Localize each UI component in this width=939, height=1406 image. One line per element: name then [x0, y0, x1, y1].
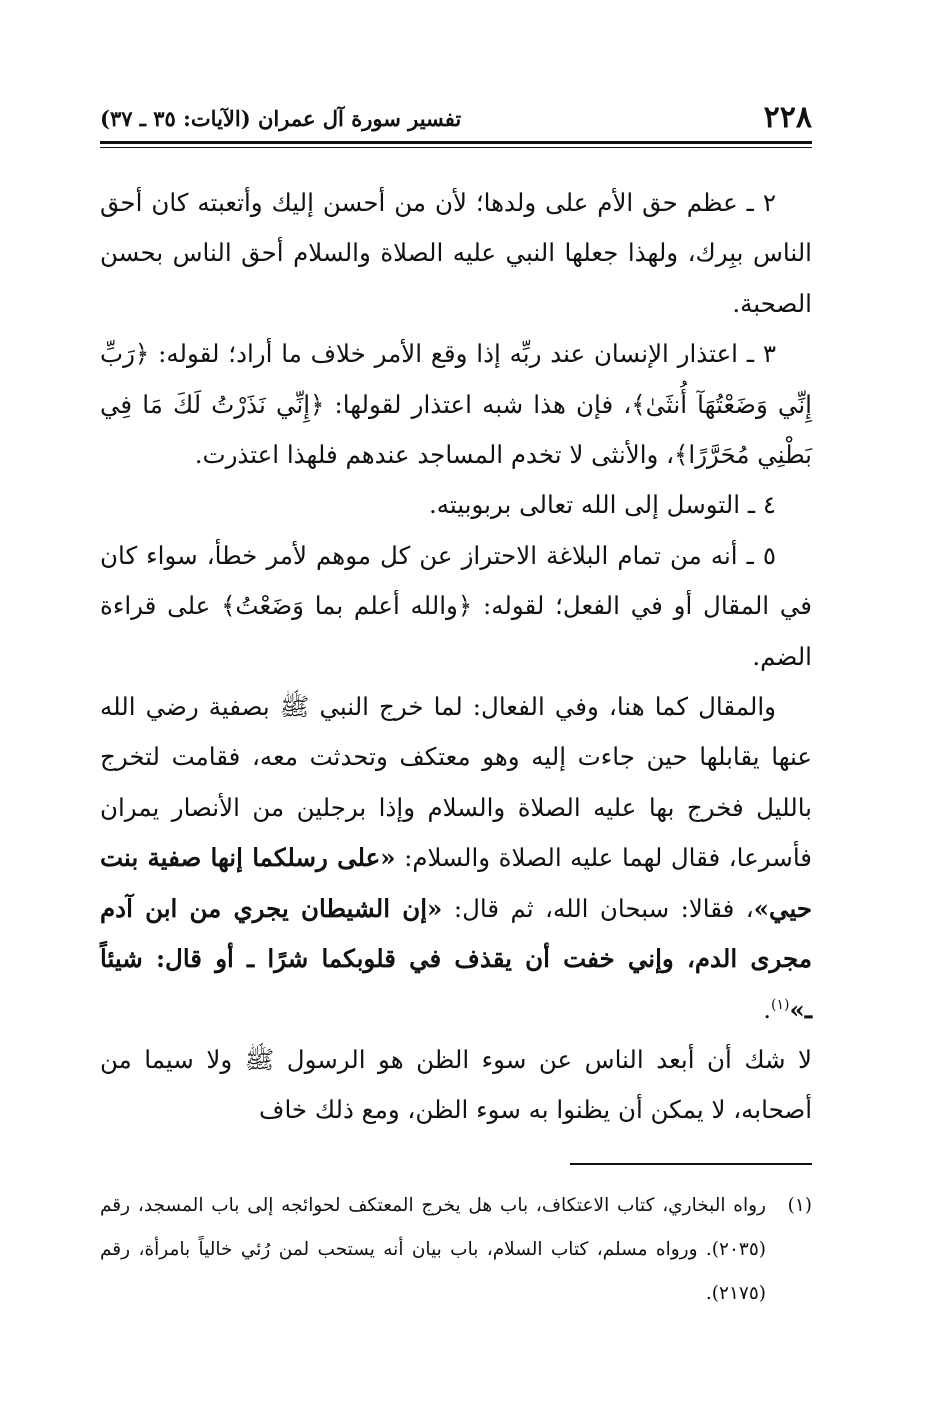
footnote	[100, 1184, 812, 1316]
paragraph-text: على قراءة الضم.	[100, 591, 812, 671]
paragraph-text: والمقال كما هنا، وفي الفعال: لما خرج النبي ﷺ بصفية رضي الله عنها يقابلها حين جاءت إليه وهو معتكف وتحدثت معه، فقامت لتخرج بالليل فخرج بها عليه الصلاة والسلام وإذا برجلين من الأنصار يمران فأسرعا، فقال لهما عليه الصلاة والسلام:	[100, 692, 812, 873]
quran-quote: ﴿إِنِّي نَذَرْتُ لَكَ مَا فِي بَطْنِي مُحَرَّرًا﴾	[100, 389, 812, 470]
paragraph-text: .	[763, 994, 772, 1024]
paragraph-text: ، فقالا: سبحان الله، ثم قال:	[442, 893, 754, 923]
paragraph-text: ٣ ـ اعتذار الإنسان عند ربِّه إذا وقع الأمر خلاف ما أراد؛ لقوله:	[149, 339, 776, 369]
paragraph-text: ، فإن هذا شبه اعتذار لقولها:	[324, 389, 632, 419]
paragraph-example	[100, 682, 812, 1035]
hadith-quote: «إن الشيطان يجري من ابن آدم مجرى الدم، وإني خفت أن يقذف في قلوبكما شرًا ـ أو قال: شيئاً ـ»	[100, 893, 812, 1024]
paragraph-conclusion: لا شك أن أبعد الناس عن سوء الظن هو الرسول ﷺ ولا سيما من أصحابه، لا يمكن أن يظنوا به سوء الظن، ومع ذلك خاف	[100, 1044, 812, 1125]
footnote-text: رواه البخاري، كتاب الاعتكاف، باب هل يخرج المعتكف لحوائجه إلى باب المسجد، رقم (٢٠٣٥). ورواه مسلم، كتاب السلام، باب بيان أنه يستحب لمن رُئي خالياً بامرأة، رقم (٢١٧٥).	[100, 1195, 766, 1304]
header-rule-thin	[100, 147, 812, 148]
footnotes	[100, 1184, 812, 1316]
paragraph-point-2: ٢ ـ عظم حق الأم على ولدها؛ لأن من أحسن إليك وأتعبته كان أحق الناس ببِرك، ولهذا جعلها النبي عليه الصلاة والسلام أحق الناس بحسن الصحبة.	[100, 188, 812, 318]
hadith-quote: «على رسلكما إنها صفية بنت حيي»	[100, 843, 812, 923]
quran-quote: ﴿والله أعلم بما وَضَعْتُ﴾	[221, 591, 473, 621]
paragraph-text: ٥ ـ أنه من تمام البلاغة الاحتراز عن كل موهم لأمر خطأ، سواء كان في المقال أو في الفعل؛ لقوله:	[100, 540, 813, 621]
footnote-separator	[570, 1163, 812, 1165]
running-title: تفسير سورة آل عمران (الآيات: ٣٥ ـ ٣٧)	[100, 106, 462, 131]
paragraph-text: ، والأنثى لا تخدم المساجد عندهم فلهذا اعتذرت.	[194, 440, 675, 470]
paragraph-point-4: ٤ ـ التوسل إلى الله تعالى بربوبيته.	[428, 490, 776, 520]
paragraph-point-3	[100, 329, 812, 480]
footnote-number: (١)	[787, 1195, 812, 1216]
quran-quote: ﴿رَبِّ إِنِّي وَضَعْتُهَآ أُنثَىٰ﴾	[100, 339, 812, 419]
header-rule-thick	[100, 141, 812, 144]
body-text	[100, 178, 812, 1136]
page-number: ٢٢٨	[763, 100, 812, 135]
paragraph-point-5	[100, 531, 812, 682]
footnote-reference[interactable]: (١)	[771, 996, 790, 1013]
page-header	[100, 100, 812, 136]
